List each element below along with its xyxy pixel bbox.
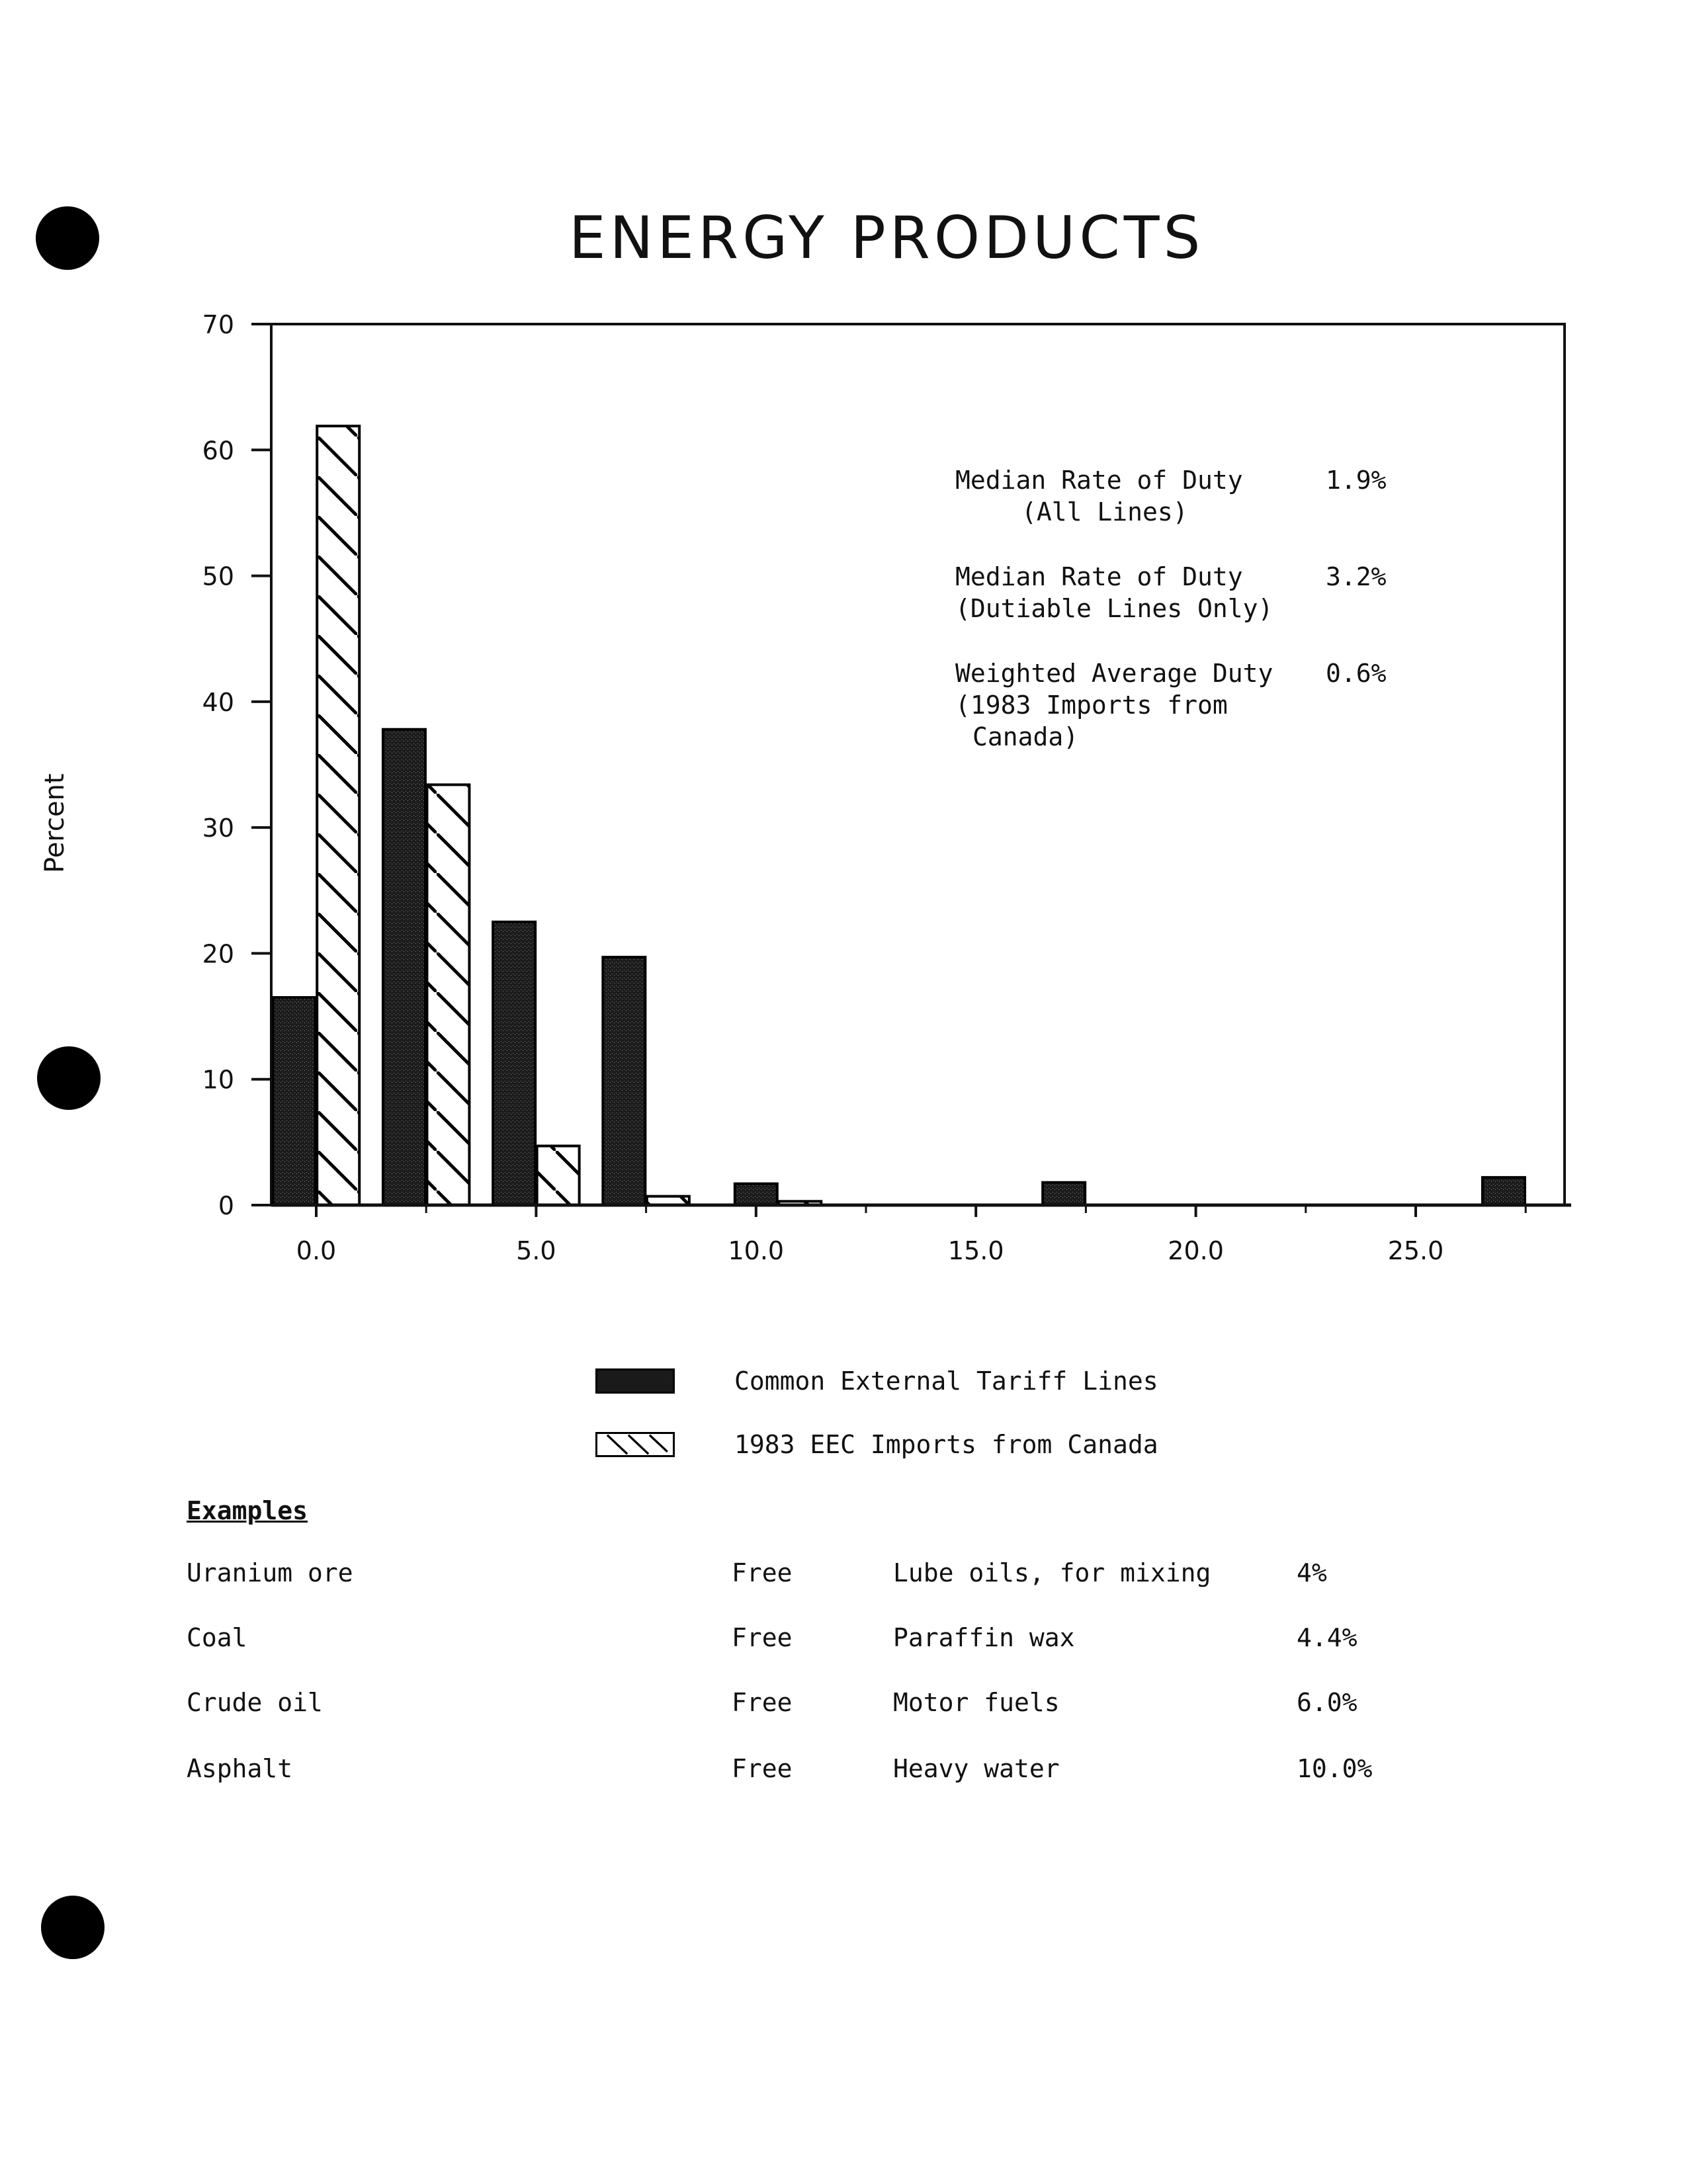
bar-common-external bbox=[735, 1184, 777, 1205]
stat-median-dutiable-sub: (Dutiable Lines Only) bbox=[955, 594, 1273, 623]
legend-item-common-external bbox=[595, 1361, 1158, 1401]
example-rate-2: 10.0% bbox=[1297, 1754, 1373, 1783]
y-tick-label: 10 bbox=[202, 1065, 234, 1095]
legend-item-eec-imports bbox=[595, 1425, 1158, 1464]
x-tick-label: 0.0 bbox=[296, 1236, 337, 1265]
example-rate: Free bbox=[732, 1754, 793, 1783]
example-product: Coal bbox=[187, 1623, 247, 1652]
x-tick-label: 10.0 bbox=[728, 1236, 785, 1265]
example-row bbox=[0, 1558, 1681, 1598]
legend-swatch-solid bbox=[595, 1368, 675, 1394]
example-product-2: Lube oils, for mixing bbox=[893, 1558, 1211, 1587]
y-tick-label: 0 bbox=[218, 1191, 234, 1220]
example-product-2: Paraffin wax bbox=[893, 1623, 1075, 1652]
bar-eec-imports bbox=[317, 426, 359, 1205]
example-rate: Free bbox=[732, 1688, 793, 1717]
y-tick-label: 30 bbox=[202, 814, 234, 843]
stat-weighted-value: 0.6% bbox=[1326, 659, 1387, 688]
stat-weighted-label: Weighted Average Duty bbox=[955, 659, 1273, 688]
stat-median-dutiable-label: Median Rate of Duty bbox=[955, 562, 1243, 591]
x-tick-label: 25.0 bbox=[1387, 1236, 1444, 1265]
stat-median-all-value: 1.9% bbox=[1326, 466, 1387, 495]
bar-common-external bbox=[603, 957, 645, 1205]
x-tick-label: 15.0 bbox=[947, 1236, 1004, 1265]
example-rate-2: 4% bbox=[1297, 1558, 1327, 1587]
legend-swatch-hatch bbox=[595, 1432, 675, 1457]
stat-weighted-sub2: Canada) bbox=[972, 722, 1079, 751]
example-row bbox=[0, 1688, 1681, 1728]
bar-common-external bbox=[1483, 1177, 1525, 1205]
legend-label: 1983 EEC Imports from Canada bbox=[734, 1430, 1158, 1459]
example-rate-2: 4.4% bbox=[1297, 1623, 1358, 1652]
y-tick-label: 70 bbox=[202, 310, 234, 339]
bar-common-external bbox=[273, 997, 316, 1205]
example-row bbox=[0, 1754, 1681, 1794]
example-product-2: Motor fuels bbox=[893, 1688, 1060, 1717]
example-rate-2: 6.0% bbox=[1297, 1688, 1358, 1717]
example-product: Asphalt bbox=[187, 1754, 293, 1783]
example-product: Crude oil bbox=[187, 1688, 323, 1717]
chart-title: ENERGY PRODUCTS bbox=[569, 204, 1205, 272]
stat-median-all-sub: (All Lines) bbox=[1021, 497, 1188, 526]
example-product-2: Heavy water bbox=[893, 1754, 1060, 1783]
y-tick-label: 20 bbox=[202, 939, 234, 969]
stat-median-all-label: Median Rate of Duty bbox=[955, 466, 1243, 495]
x-tick-label: 5.0 bbox=[516, 1236, 556, 1265]
y-tick-label: 60 bbox=[202, 436, 234, 466]
bar-common-external bbox=[1043, 1183, 1085, 1205]
example-row bbox=[0, 1623, 1681, 1663]
y-tick-label: 50 bbox=[202, 562, 234, 591]
bar-common-external bbox=[493, 922, 535, 1205]
stat-median-dutiable-value: 3.2% bbox=[1326, 562, 1387, 591]
bar-common-external bbox=[383, 730, 425, 1205]
bar-eec-imports bbox=[537, 1146, 580, 1205]
bar-eec-imports bbox=[427, 784, 469, 1205]
legend-label: Common External Tariff Lines bbox=[734, 1366, 1158, 1396]
example-rate: Free bbox=[732, 1558, 793, 1587]
stat-weighted-sub: (1983 Imports from bbox=[955, 691, 1228, 720]
x-tick-label: 20.0 bbox=[1168, 1236, 1224, 1265]
y-tick-label: 40 bbox=[202, 687, 234, 717]
y-axis-label: Percent bbox=[40, 773, 70, 873]
examples-heading: Examples bbox=[187, 1496, 308, 1525]
example-rate: Free bbox=[732, 1623, 793, 1652]
example-product: Uranium ore bbox=[187, 1558, 353, 1587]
